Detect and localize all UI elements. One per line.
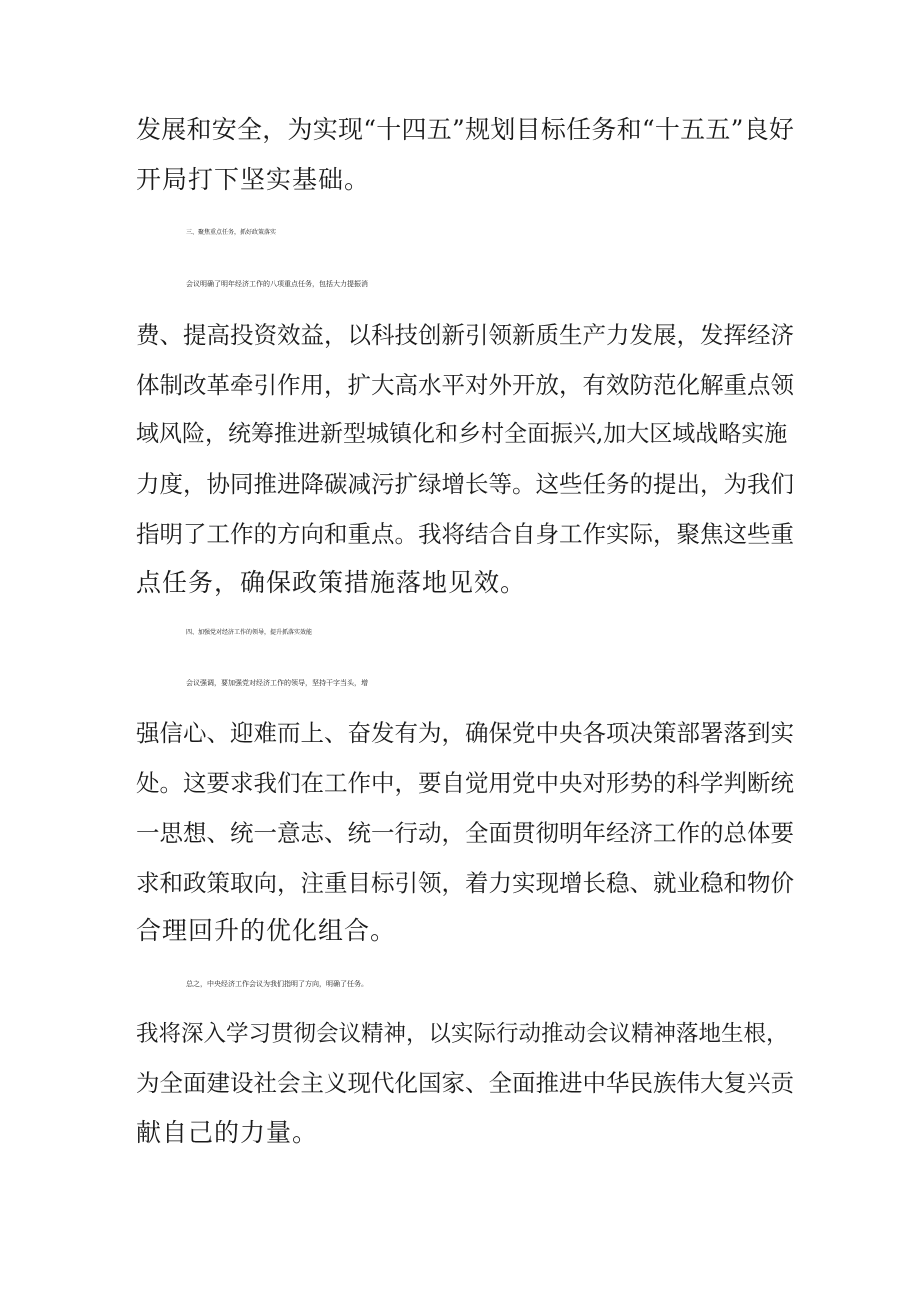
paragraph-line: 献自己的力量。	[136, 1118, 319, 1147]
paragraph-line: 总之，中央经济工作会议为我们指明了方向，明确了任务。	[186, 980, 368, 988]
paragraph-line: 会议强调，要加强党对经济工作的领导，坚持干字当头，增	[186, 679, 368, 687]
paragraph-line: 域风险，统筹推进新型城镇化和乡村全面振兴,加大区域战略实施	[136, 421, 788, 447]
paragraph-line: 费、提高投资效益，以科技创新引领新质生产力发展，发挥经济	[136, 321, 794, 349]
paragraph-line: 处。这要求我们在工作中，要自觉用党中央对形势的科学判断统	[136, 769, 794, 797]
paragraph-line: 我将深入学习贯彻会议精神，以实际行动推动会议精神落地生根，	[136, 1021, 789, 1047]
paragraph-line: 力度，协同推进降碳减污扩绿增长等。这些任务的提出，为我们	[136, 470, 794, 498]
paragraph-line: 发展和安全，为实现“十四五”规划目标任务和“十五五”良好	[136, 115, 795, 144]
paragraph-line: 强信心、迎难而上、奋发有为，确保党中央各项决策部署落到实	[136, 719, 794, 747]
section-heading: 四、加强党对经济工作的领导，提升抓落实效能	[186, 629, 313, 636]
paragraph-line: 合理回升的优化组合。	[136, 916, 397, 945]
section-heading: 三、聚焦重点任务，抓好政策落实	[186, 229, 277, 236]
paragraph-line: 指明了工作的方向和重点。我将结合自身工作实际，聚焦这些重	[136, 520, 794, 548]
paragraph-line: 会议明确了明年经济工作的八项重点任务，包括大力提振消	[186, 280, 368, 288]
paragraph-line: 一思想、统一意志、统一行动，全面贯彻明年经济工作的总体要	[136, 819, 794, 847]
paragraph-line: 体制改革牵引作用，扩大高水平对外开放，有效防范化解重点领	[136, 371, 794, 399]
paragraph-line: 为全面建设社会主义现代化国家、全面推进中华民族伟大复兴贡	[136, 1069, 794, 1097]
paragraph-line: 点任务，确保政策措施落地见效。	[136, 568, 527, 597]
paragraph-line: 开局打下坚实基础。	[136, 165, 371, 194]
paragraph-line: 求和政策取向，注重目标引领，着力实现增长稳、就业稳和物价	[136, 869, 794, 897]
